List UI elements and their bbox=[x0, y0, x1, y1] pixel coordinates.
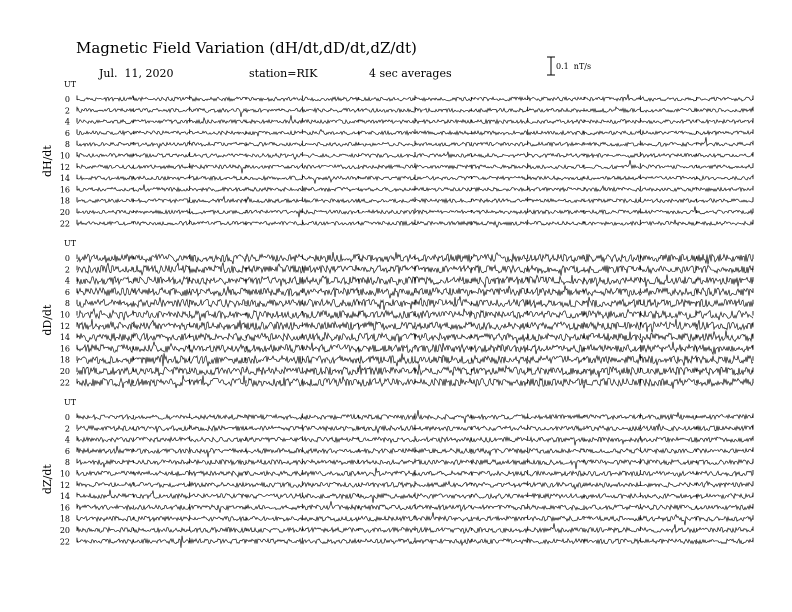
panels-group bbox=[41, 80, 753, 548]
row-label: 16 bbox=[59, 503, 70, 513]
row-label: 6 bbox=[64, 287, 70, 297]
row-label: 22 bbox=[59, 219, 70, 229]
panel-dH-dt bbox=[41, 80, 753, 228]
row-label: 8 bbox=[64, 299, 70, 309]
row-label: 4 bbox=[64, 435, 70, 445]
row-label: 16 bbox=[59, 344, 70, 354]
row-label: 18 bbox=[59, 196, 70, 206]
row-label: 20 bbox=[59, 208, 70, 217]
row-label: 12 bbox=[59, 480, 70, 490]
ut-label: UT bbox=[64, 398, 77, 407]
row-label: 10 bbox=[59, 310, 70, 320]
row-label: 20 bbox=[59, 526, 70, 535]
row-label: 10 bbox=[59, 151, 70, 161]
row-label: 6 bbox=[64, 128, 70, 138]
station-label: station=RIK bbox=[249, 67, 318, 80]
chart-title: Magnetic Field Variation (dH/dt,dD/dt,dZ/dt) bbox=[76, 39, 417, 57]
scale-bar bbox=[547, 57, 591, 75]
row-label: 2 bbox=[64, 424, 70, 434]
row-label: 2 bbox=[64, 265, 70, 275]
row-label: 6 bbox=[64, 446, 70, 456]
row-label: 22 bbox=[59, 378, 70, 388]
row-label: 14 bbox=[59, 492, 70, 502]
row-label: 22 bbox=[59, 537, 70, 547]
row-label: 4 bbox=[64, 276, 70, 286]
row-label: 8 bbox=[64, 140, 70, 150]
row-label: 0 bbox=[64, 413, 70, 422]
scale-bar-label: 0.1 nT/s bbox=[556, 62, 592, 71]
row-label: 20 bbox=[59, 367, 70, 376]
panel-axis-label: dH/dt bbox=[41, 145, 54, 178]
panel-axis-label: dZ/dt bbox=[41, 464, 54, 495]
row-label: 8 bbox=[64, 458, 70, 468]
row-label: 12 bbox=[59, 162, 70, 172]
row-label: 10 bbox=[59, 469, 70, 479]
row-label: 16 bbox=[59, 185, 70, 195]
date-label: Jul. 11, 2020 bbox=[99, 67, 174, 80]
row-label: 14 bbox=[59, 174, 70, 184]
ut-label: UT bbox=[64, 239, 77, 248]
panel-dD-dt bbox=[41, 239, 753, 389]
row-label: 14 bbox=[59, 333, 70, 343]
row-label: 4 bbox=[64, 117, 70, 127]
panel-dZ-dt bbox=[41, 398, 753, 548]
panel-axis-label: dD/dt bbox=[41, 304, 54, 336]
averages-label: 4 sec averages bbox=[369, 67, 452, 80]
row-label: 0 bbox=[64, 254, 70, 263]
ut-label: UT bbox=[64, 80, 77, 89]
row-label: 18 bbox=[59, 514, 70, 524]
row-label: 2 bbox=[64, 106, 70, 116]
row-label: 0 bbox=[64, 95, 70, 104]
row-label: 12 bbox=[59, 321, 70, 331]
row-label: 18 bbox=[59, 355, 70, 365]
